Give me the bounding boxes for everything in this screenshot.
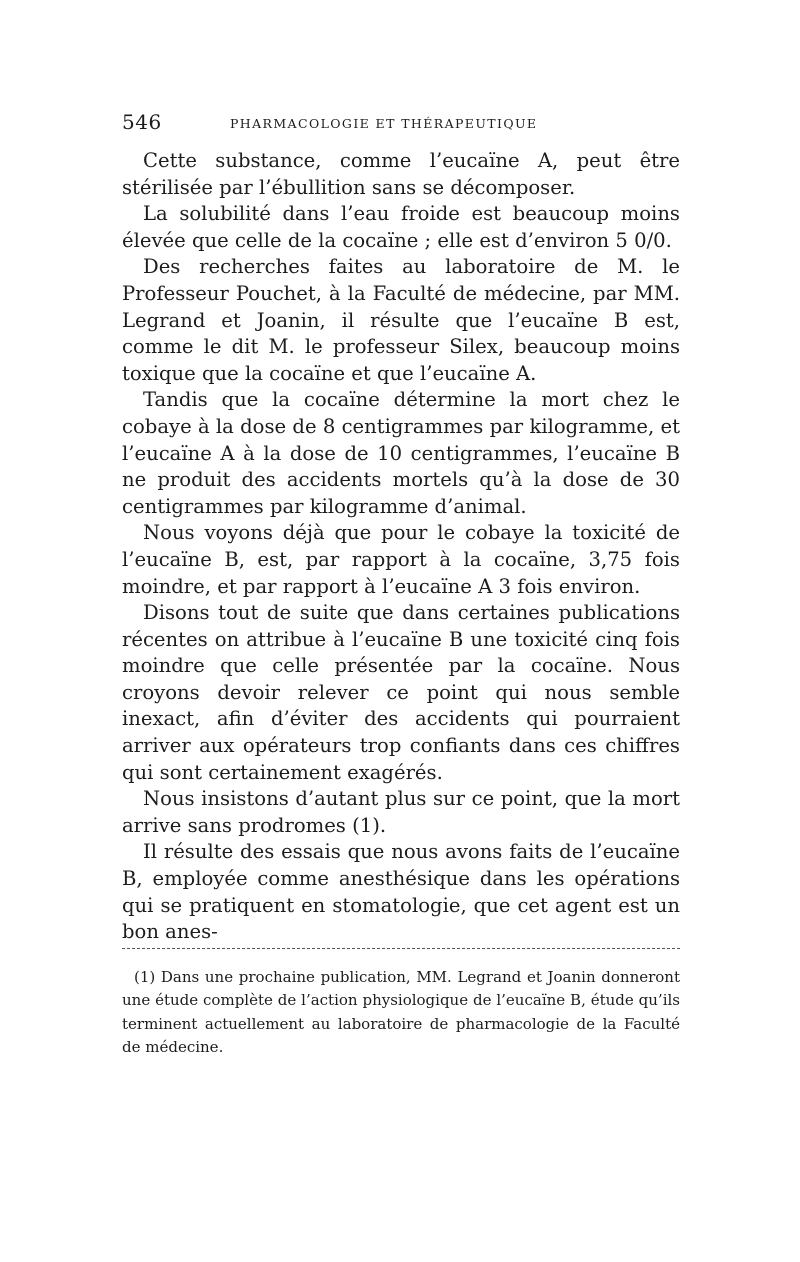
running-head: PHARMACOLOGIE ET THÉRAPEUTIQUE <box>230 116 538 131</box>
paragraph-stomatology: Il résulte des essais que nous avons faits de l’eucaïne B, employée comme anesthésique dans les opérations qui se pratiquent en stomatologie, que cet agent est un bon anes- <box>122 840 680 944</box>
footnote: (1) Dans une prochaine publication, MM. Legrand et Joanin donneront une étude complète de l’action physiologique de l’eucaïne B, étude qu’ils terminent actuellement au laboratoire de pharmacologie de la Faculté de médecine. <box>122 968 680 1057</box>
paragraph-solubility: La solubilité dans l’eau froide est beaucoup moins élevée que celle de la cocaïne ; elle est d’environ 5 0/0. <box>122 202 680 252</box>
paragraph-toxicity-ratio: Nous voyons déjà que pour le cobaye la toxicité de l’eucaïne B, est, par rapport à la cocaïne, 3,75 fois moindre, et par rapport à l’eucaïne A 3 fois environ. <box>122 521 680 598</box>
footnote-separator <box>122 948 680 949</box>
page-number: 546 <box>122 110 162 134</box>
paragraph-research: Des recherches faites au laboratoire de M. le Professeur Pouchet, à la Faculté de médecine, par MM. Legrand et Joanin, il résulte que l’eucaïne B est, comme le dit M. le professeur Silex, beaucoup moins toxique que la cocaïne et que l’eucaïne A. <box>122 255 680 385</box>
paragraph-publications: Disons tout de suite que dans certaines publications récentes on attribue à l’eucaïne B une toxicité cinq fois moindre que celle présentée par la cocaïne. Nous croyons devoir relever ce point qui nous semble inexact, afin d’éviter des accidents qui pourraient arriver aux opérateurs trop confiants dans ces chiffres qui sont certainement exagérés. <box>122 601 680 784</box>
body-text <box>122 148 680 946</box>
page-header <box>122 110 680 140</box>
paragraph-sterilisation: Cette substance, comme l’eucaïne A, peut être stérilisée par l’ébullition sans se décomposer. <box>122 149 680 199</box>
paragraph-lethal-doses: Tandis que la cocaïne détermine la mort chez le cobaye à la dose de 8 centigrammes par kilogramme, et l’eucaïne A à la dose de 10 centigrammes, l’eucaïne B ne produit des accidents mortels qu’à la dose de 30 centigrammes par kilogramme d’animal. <box>122 388 680 518</box>
paragraph-prodromes: Nous insistons d’autant plus sur ce point, que la mort arrive sans prodromes (1). <box>122 787 680 837</box>
